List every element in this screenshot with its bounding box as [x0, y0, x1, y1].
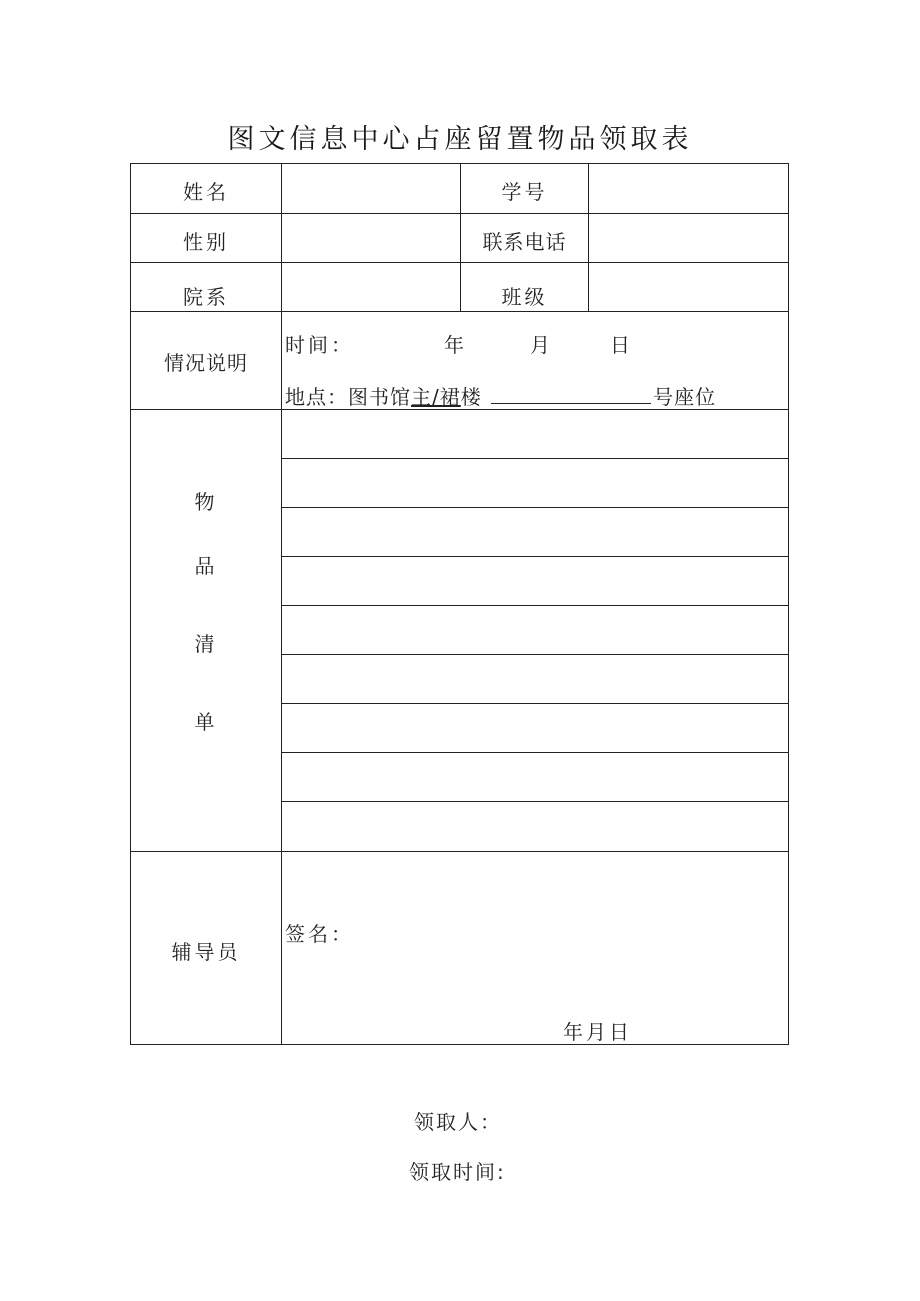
seat-number-field[interactable]	[491, 385, 651, 404]
gender-label: 性别	[183, 230, 229, 254]
pickup-time-label: 领取时间:	[409, 1160, 506, 1184]
phone-label: 联系电话	[482, 230, 567, 254]
phone-field[interactable]	[589, 214, 788, 262]
class-field[interactable]	[589, 263, 788, 311]
item-entry-field[interactable]	[282, 557, 788, 605]
item-entry-field[interactable]	[282, 802, 788, 851]
item-entry-field[interactable]	[282, 753, 788, 801]
time-label: 时间：	[285, 333, 354, 357]
department-label: 院系	[183, 285, 229, 309]
counselor-label: 辅导员	[171, 940, 241, 964]
item-entry-field[interactable]	[282, 508, 788, 556]
items-label-char: 物	[194, 490, 218, 514]
claim-form-table	[130, 163, 789, 1045]
item-entry-field[interactable]	[282, 606, 788, 654]
form-title: 图文信息中心占座留置物品领取表	[227, 124, 693, 155]
item-entry-field[interactable]	[282, 410, 788, 458]
row-divider	[131, 311, 788, 312]
items-label-char: 品	[194, 554, 218, 578]
month-label: 月	[530, 333, 553, 357]
item-entry-field[interactable]	[282, 704, 788, 752]
item-entry-field[interactable]	[282, 655, 788, 703]
student-id-field[interactable]	[589, 164, 788, 213]
signature-label: 签名：	[285, 922, 354, 946]
year-label: 年	[444, 333, 467, 357]
gender-field[interactable]	[282, 214, 460, 262]
recipient-label: 领取人：	[414, 1110, 502, 1134]
signature-field[interactable]	[361, 904, 781, 954]
seat-suffix: 号座位	[653, 385, 717, 409]
class-label: 班级	[501, 285, 548, 309]
name-label: 姓名	[183, 180, 229, 204]
day-label: 日	[610, 333, 633, 357]
name-field[interactable]	[282, 164, 460, 213]
place-prefix: 地点：图书馆	[285, 385, 411, 409]
department-field[interactable]	[282, 263, 460, 311]
building-suffix: 楼	[460, 385, 482, 409]
student-id-label: 学号	[501, 180, 548, 204]
place-line	[285, 381, 716, 410]
items-label-char: 清	[194, 632, 218, 656]
counselor-date: 年月日	[563, 1020, 632, 1044]
item-entry-field[interactable]	[282, 459, 788, 507]
items-label-char: 单	[194, 710, 218, 734]
situation-label: 情况说明	[164, 351, 248, 375]
row-divider	[131, 851, 788, 852]
building-option: 主/裙	[411, 385, 461, 409]
